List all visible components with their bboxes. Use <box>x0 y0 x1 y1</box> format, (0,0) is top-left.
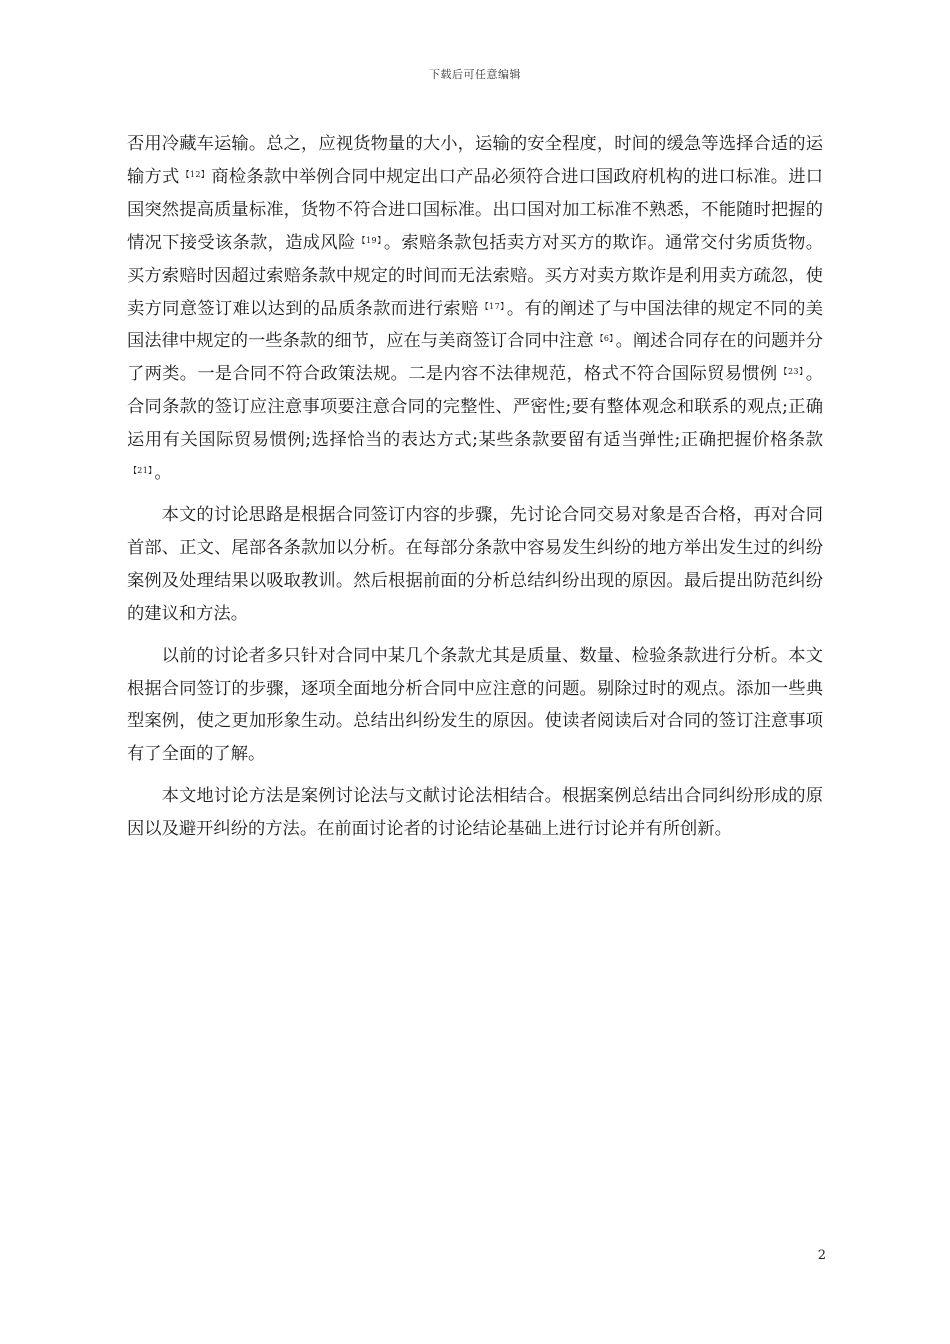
citation-ref-6: 【6】 <box>595 334 614 344</box>
paragraph-1 <box>127 128 823 490</box>
paragraph-1-text-6: 。合同条款的签订应注意事项要注意合同的完整性、严密性;要有整体观念和联系的观点;正确运用有关国际贸易惯例;选择恰当的表达方式;某些条款要留有适当弹性;正确把握价格条款 <box>127 364 823 451</box>
citation-ref-17: 【17】 <box>480 301 505 311</box>
paragraph-1-text-5: 。阐述合同存在的问题并分了两类。一是合同不符合政策法规。二是内容不法律规范，格式不符合国际贸易惯例 <box>127 331 823 385</box>
citation-ref-23: 【23】 <box>779 367 804 377</box>
citation-ref-21: 【21】 <box>129 466 153 476</box>
paragraph-1-text-1: 否用冷藏车运输。总之，应视货物量的大小，运输的安全程度，时间的缓急等选择合适的运输方式 <box>127 134 823 187</box>
paragraph-4: 本文地讨论方法是案例讨论法与文献讨论法相结合。根据案例总结出合同纠纷形成的原因以及避开纠纷的方法。在前面讨论者的讨论结论基础上进行讨论并有所创新。 <box>127 786 823 840</box>
citation-ref-19: 【19】 <box>357 235 382 245</box>
paragraph-1-text-3: 。索赔条款包括卖方对买方的欺诈。通常交付劣质货物。买方索赔时因超过索赔条款中规定的时间而无法索赔。买方对卖方欺诈是利用卖方疏忽，使卖方同意签订难以达到的品质条款而进行索赔 <box>127 232 823 319</box>
paragraph-1-text-4: 。有的阐述了与中国法律的规定不同的美国法律中规定的一些条款的细节，应在与美商签订合同中注意 <box>127 298 823 352</box>
citation-ref-12: 【12】 <box>181 169 210 179</box>
document-body <box>127 128 823 846</box>
page-number: 2 <box>817 1248 826 1263</box>
paragraph-2: 本文的讨论思路是根据合同签订内容的步骤，先讨论合同交易对象是否合格，再对合同首部、正文、尾部各条款加以分析。在每部分条款中容易发生纠纷的地方举出发生过的纠纷案例及处理结果以吸取教训。然后根据前面的分析总结纠纷出现的原因。最后提出防范纠纷的建议和方法。 <box>127 504 823 624</box>
paragraph-1-text-7: 。 <box>154 463 172 484</box>
paragraph-3: 以前的讨论者多只针对合同中某几个条款尤其是质量、数量、检验条款进行分析。本文根据合同签订的步骤，逐项全面地分析合同中应注意的问题。剔除过时的观点。添加一些典型案例，使之更加形象生动。总结出纠纷发生的原因。使读者阅读后对合同的签订注意事项有了全面的了解。 <box>127 645 823 765</box>
paragraph-1-text-2: 商检条款中举例合同中规定出口产品必须符合进口国政府机构的进口标准。进口国突然提高质量标准，货物不符合进口国标准。出口国对加工标准不熟悉，不能随时把握的情况下接受该条款，造成风险 <box>127 166 823 253</box>
page-header-note: 下载后可任意编辑 <box>429 68 521 81</box>
